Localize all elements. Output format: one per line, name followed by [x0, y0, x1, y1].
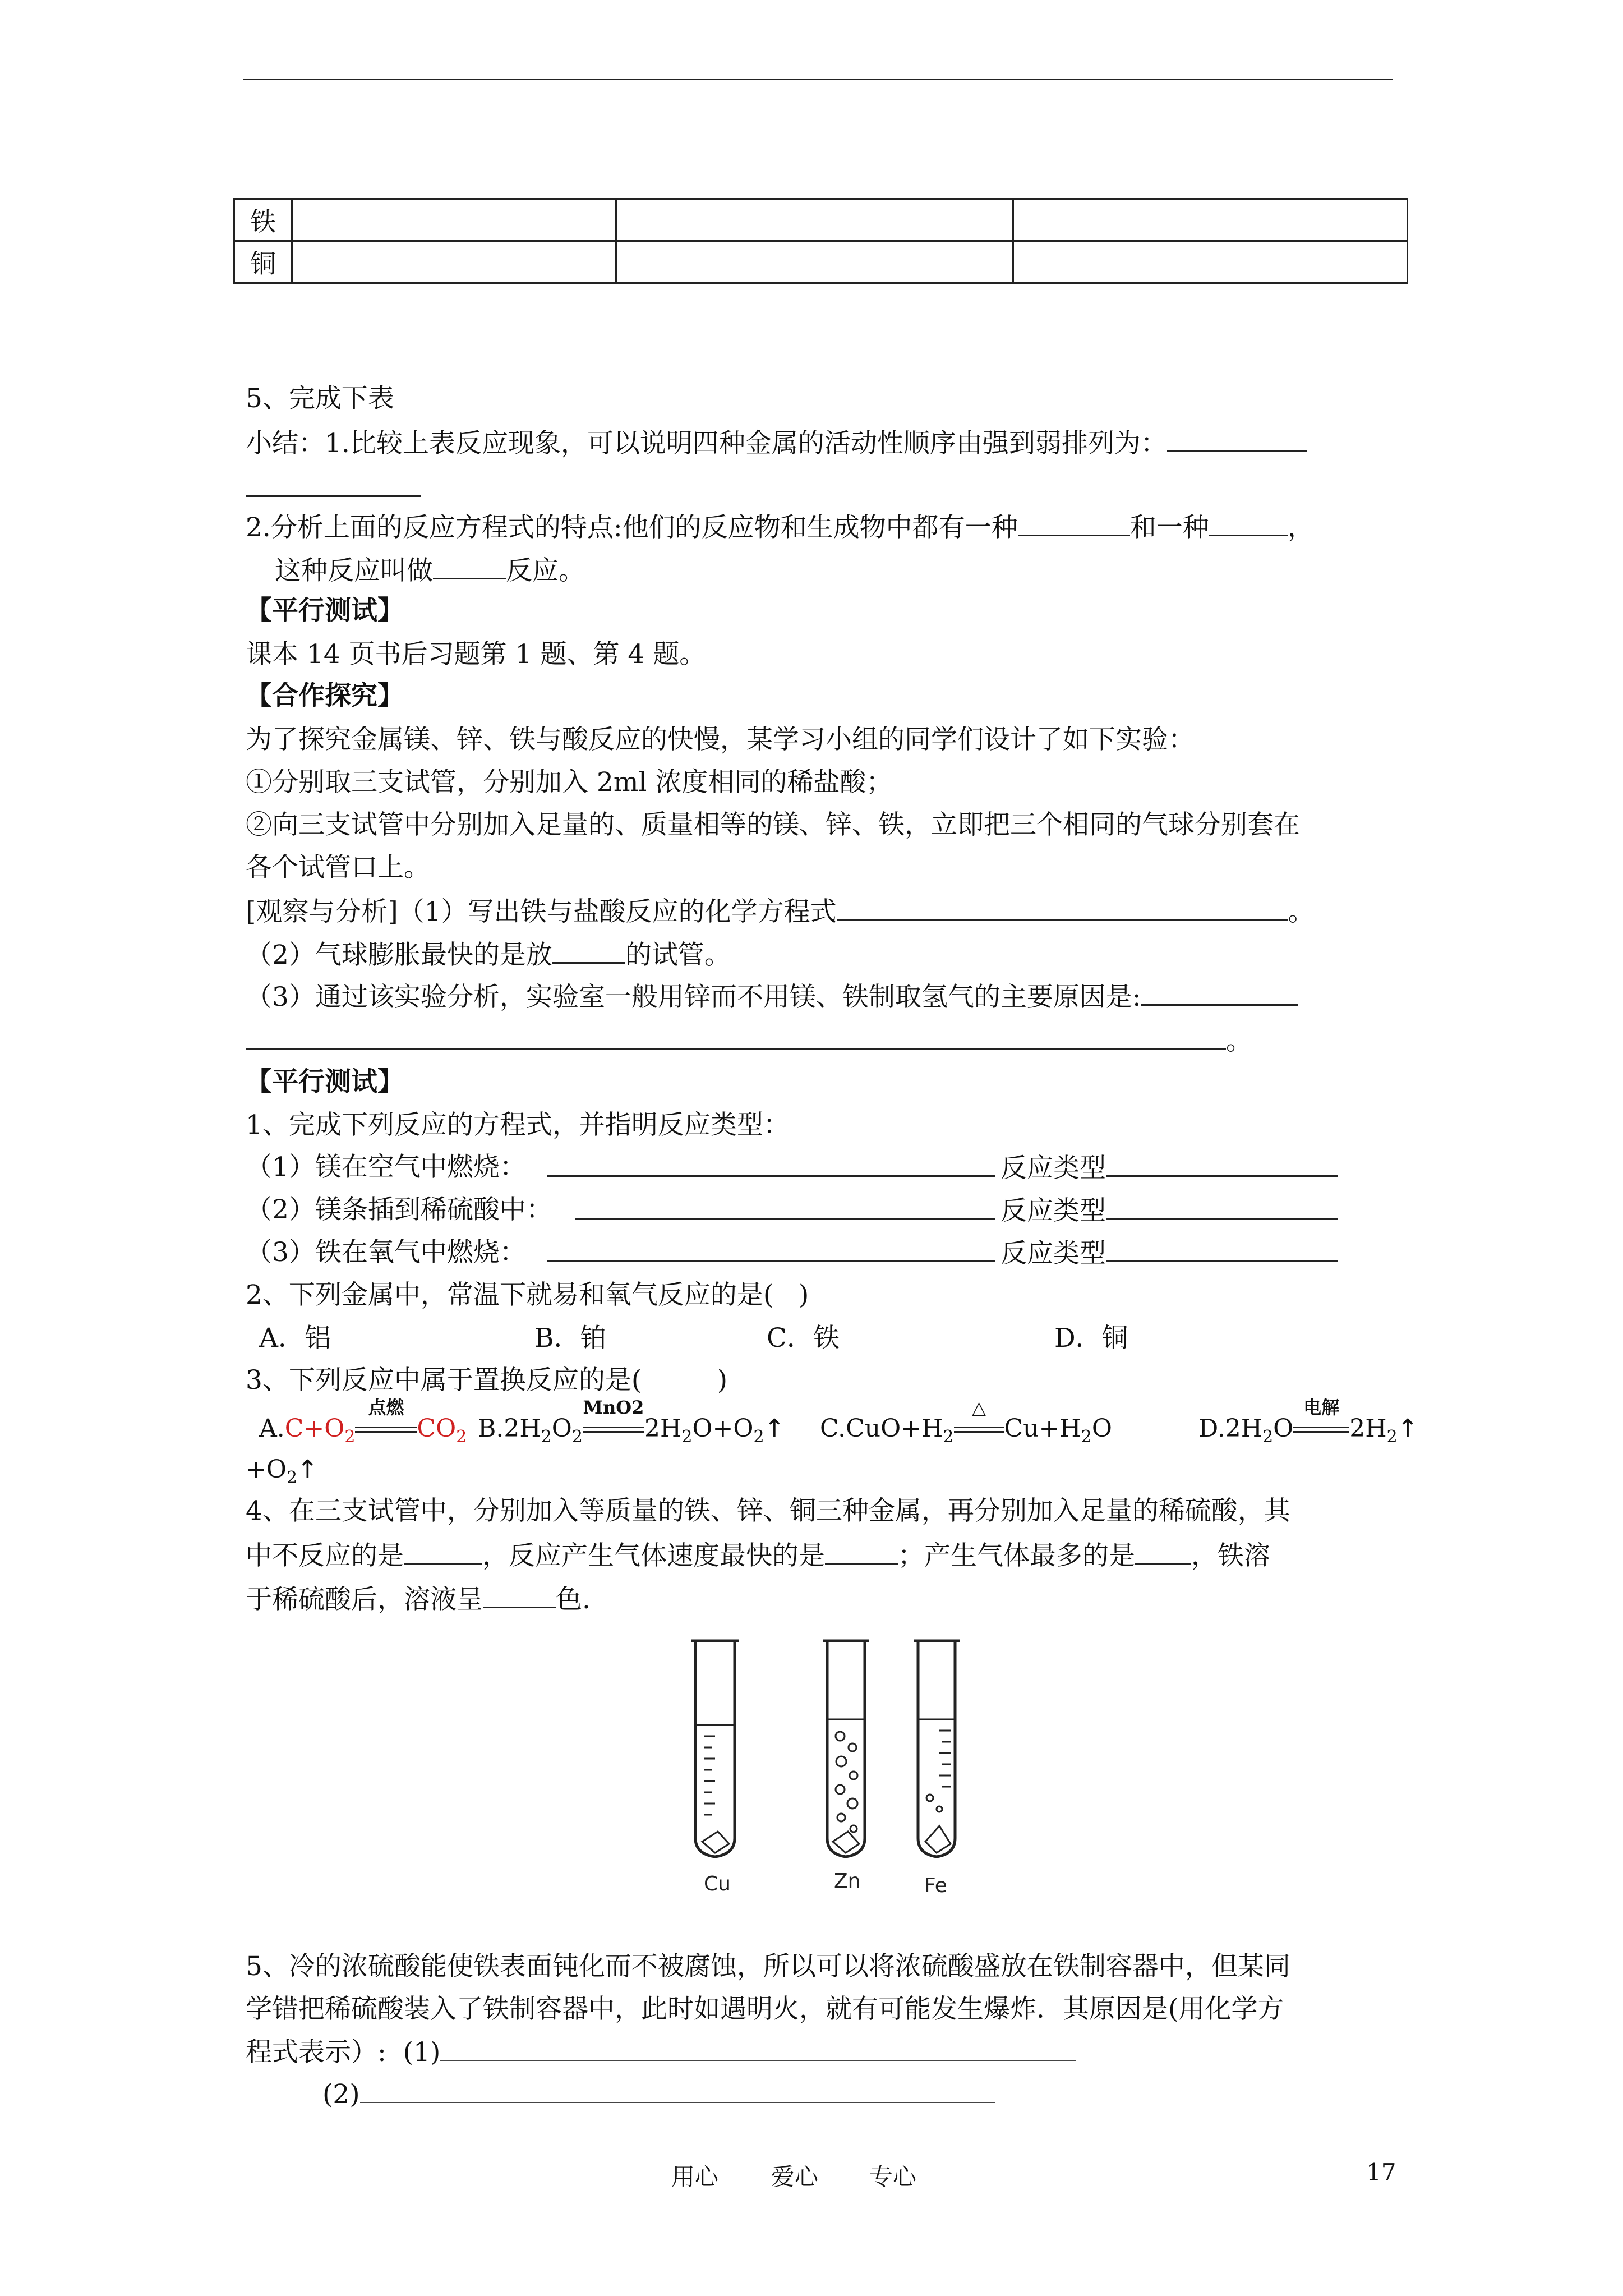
obs-2: （2）气球膨胀最快的是放 的试管。 — [246, 940, 731, 970]
q3-option-d-cont: $+O_2↑$ — [246, 1455, 318, 1488]
summary-2: 2.分析上面的反应方程式的特点:他们的反应物和生成物中都有一种 和一种 ， — [246, 512, 1314, 543]
q4-line1: 4、在三支试管中，分别加入等质量的铁、锌、铜三种金属，再分别加入足量的稀硫酸，其 — [246, 1496, 1290, 1526]
q1-item-blank[interactable] — [547, 1154, 995, 1181]
row-label: 铁 — [234, 199, 292, 241]
q4-line3: 于稀硫酸后，溶液呈 色. — [246, 1584, 591, 1615]
row-label: 铜 — [234, 241, 292, 283]
tube-label-zn: Zn — [834, 1870, 861, 1893]
q4-line2: 中不反应的是 ，反应产生气体速度最快的是 ；产生气体最多的是 ，铁溶 — [246, 1540, 1270, 1571]
answer-blank[interactable] — [1167, 429, 1307, 452]
q5-line4: (2) — [322, 2081, 995, 2108]
heading-parallel-test: 【平行测试】 — [246, 595, 404, 626]
answer-blank-line[interactable] — [246, 474, 421, 501]
summary-2-cont: 这种反应叫做 反应。 — [275, 555, 585, 586]
obs-3: （3）通过该实验分析，实验室一般用锌而不用镁、铁制取氢气的主要原因是: — [246, 983, 1298, 1010]
heading-coop: 【合作探究】 — [246, 680, 404, 711]
table-row — [234, 241, 1408, 283]
q3-option-d[interactable]: $D.2H_2O$ 电解 $2H_2↑$ — [1198, 1397, 1418, 1447]
tube-label-fe: Fe — [924, 1874, 947, 1897]
q1-item: （3）铁在氧气中燃烧： — [246, 1237, 526, 1268]
q2: 2、下列金属中，常温下就易和氧气反应的是( ) — [246, 1280, 809, 1310]
heading-parallel-test-2: 【平行测试】 — [246, 1066, 404, 1097]
test-tube-cu — [691, 1641, 739, 1857]
q5-line1: 5、冷的浓硫酸能使铁表面钝化而不被腐蚀，所以可以将浓硫酸盛放在铁制容器中，但某同 — [246, 1951, 1290, 1982]
q1-item-type: 反应类型 — [1000, 1197, 1338, 1224]
test-tubes-figure — [662, 1635, 987, 1899]
coop-intro: 为了探究金属镁、锌、铁与酸反应的快慢，某学习小组的同学们设计了如下实验： — [246, 724, 1195, 755]
tube-label-cu: Cu — [704, 1872, 731, 1895]
homework-line: 课本 14 页书后习题第 1 题、第 4 题。 — [246, 639, 706, 670]
q2-option-d[interactable]: D．铜 — [1054, 1323, 1128, 1354]
q5-line3: 程式表示）: (1) — [246, 2039, 1076, 2065]
header-rule — [243, 79, 1393, 80]
q3: 3、下列反应中属于置换反应的是( ) — [246, 1365, 728, 1396]
section-title: 5、完成下表 — [246, 383, 394, 414]
obs-1: [观察与分析]（1）写出铁与盐酸反应的化学方程式 。 — [246, 896, 1315, 927]
coop-step2: ②向三支试管中分别加入足量的、质量相等的镁、锌、铁，立即把三个相同的气球分别套在 — [246, 809, 1300, 840]
q1-item-type: 反应类型 — [1000, 1154, 1338, 1181]
footer-mid: 爱心 — [771, 2163, 819, 2191]
q5-line2: 学错把稀硫酸装入了铁制容器中，此时如遇明火，就有可能发生爆炸．其原因是(用化学方 — [246, 1994, 1284, 2024]
coop-step2-cont: 各个试管口上。 — [246, 852, 430, 883]
q2-option-c[interactable]: C．铁 — [767, 1323, 840, 1354]
coop-step1: ①分别取三支试管，分别加入 2ml 浓度相同的稀盐酸； — [246, 767, 893, 798]
footer-left: 用心 — [671, 2163, 719, 2191]
q3-option-b[interactable]: $B.2H_2O_2$ MnO2 $2H_2O+O_2↑$ — [478, 1397, 785, 1447]
test-tube-zn — [823, 1641, 869, 1857]
table-row — [234, 199, 1408, 241]
metal-table — [233, 198, 1408, 284]
footer-right: 专心 — [869, 2163, 917, 2191]
q1-item: （1）镁在空气中燃烧： — [246, 1152, 526, 1182]
q3-option-a[interactable]: $A.C+O_2$ 点燃 $CO_2$ — [259, 1397, 467, 1447]
test-tube-fe — [914, 1641, 960, 1857]
obs-3-cont: 。 — [246, 1027, 1252, 1054]
page-number: 17 — [1366, 2159, 1396, 2186]
q1-item-blank[interactable] — [575, 1197, 995, 1224]
summary-1: 小结：1.比较上表反应现象，可以说明四种金属的活动性顺序由强到弱排列为： — [246, 429, 1307, 457]
q1-item-blank[interactable] — [547, 1239, 995, 1267]
q2-option-b[interactable]: B．铂 — [534, 1323, 607, 1354]
q1: 1、完成下列反应的方程式，并指明反应类型： — [246, 1110, 790, 1140]
q3-option-c[interactable]: $C.CuO+H_2$ △ $Cu+H_2O$ — [820, 1397, 1112, 1447]
q2-option-a[interactable]: A．铝 — [259, 1323, 331, 1354]
q1-item-type: 反应类型 — [1000, 1239, 1338, 1267]
q1-item: （2）镁条插到稀硫酸中： — [246, 1194, 552, 1225]
